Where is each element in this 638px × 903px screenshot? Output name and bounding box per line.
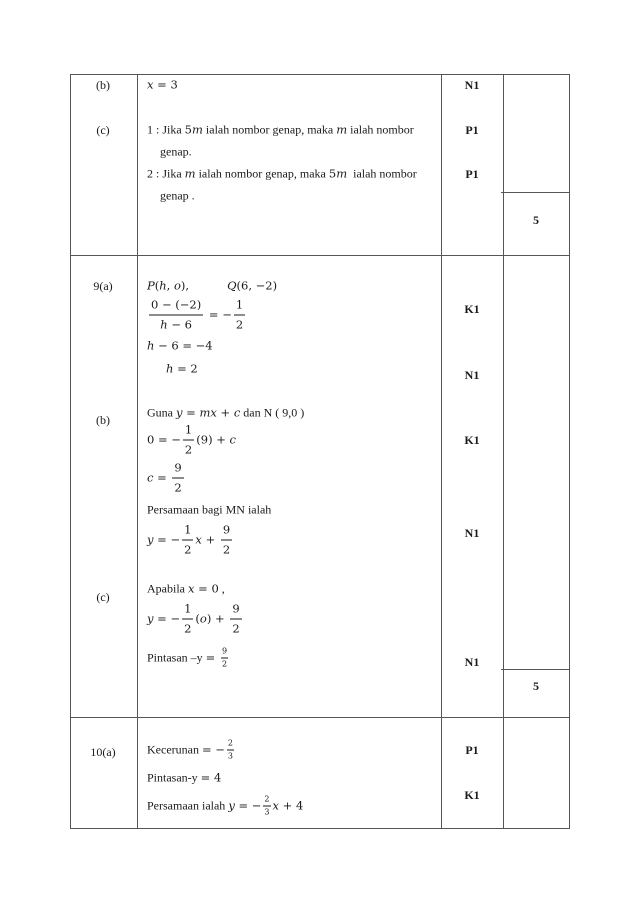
- working-line: [147, 167, 417, 182]
- fraction-denominator: h − 6: [160, 317, 192, 332]
- fraction-denominator: 3: [227, 751, 233, 761]
- math-variable: o: [173, 278, 181, 293]
- working-text: 1 : Jika: [147, 122, 185, 137]
- mark-code: P1: [465, 743, 479, 757]
- fraction: [227, 739, 234, 762]
- math-variable: m: [192, 122, 203, 137]
- working-line: [147, 406, 304, 421]
- math-variable: x: [210, 405, 217, 420]
- fraction-denominator: 2: [222, 542, 231, 557]
- working-line: [147, 123, 414, 138]
- math-expression: (9) + c: [196, 432, 236, 447]
- math-expression: x + 4: [272, 798, 304, 813]
- part-label-b: (b): [96, 78, 110, 92]
- math-variable: y: [147, 532, 154, 547]
- fraction-denominator: 2: [235, 317, 244, 332]
- fraction: [221, 523, 232, 558]
- working-text: 2 : Jika: [147, 166, 185, 181]
- fraction-denominator: 2: [184, 442, 193, 457]
- working-text: Pintasan –y: [147, 650, 206, 665]
- math-variable: m: [336, 122, 348, 137]
- fraction-numerator: 2: [263, 795, 270, 807]
- mark-code: K1: [464, 302, 480, 316]
- math-variable: m: [336, 166, 348, 181]
- fraction-numerator: 0 − (−2): [149, 298, 203, 316]
- math-variable: x: [147, 77, 154, 92]
- working-text: genap.: [160, 144, 192, 159]
- math-variable: P: [147, 278, 155, 293]
- math-expression: c =: [147, 470, 167, 485]
- math-expression: x = 0: [188, 581, 219, 596]
- mark-code: P1: [465, 167, 479, 181]
- working-line: [147, 423, 236, 458]
- math-variable: h: [147, 338, 155, 353]
- working-line: [147, 602, 244, 637]
- table-row-divider: [70, 717, 570, 718]
- math-variable: Q: [227, 278, 237, 293]
- math-expression: x = 3: [147, 77, 178, 92]
- part-label-b: (b): [96, 413, 110, 427]
- mark-code: K1: [464, 433, 480, 447]
- math-expression: h = 2: [166, 361, 198, 376]
- column-divider: [137, 74, 138, 829]
- part-label-c: (c): [96, 123, 110, 137]
- fraction: [221, 647, 228, 670]
- working-text: ialah nombor genap, maka: [202, 122, 337, 137]
- fraction-numerator: 1: [182, 602, 193, 620]
- math-expression: = −: [201, 742, 225, 757]
- mark-code: P1: [465, 123, 479, 137]
- math-expression: x +: [195, 532, 216, 547]
- working-line: [147, 582, 225, 597]
- math-expression: = −: [208, 307, 232, 322]
- math-expression: [336, 123, 347, 138]
- subtotal-rule: [501, 669, 570, 670]
- working-line: [147, 279, 277, 294]
- fraction-denominator: 2: [174, 480, 182, 495]
- subtotal-rule: [501, 192, 570, 193]
- working-text: ialah nombor: [347, 122, 414, 137]
- working-line: [160, 145, 192, 160]
- math-variable: m: [184, 166, 196, 181]
- fraction: [182, 523, 193, 558]
- mark-code: N1: [464, 526, 480, 540]
- part-label-10a: 10(a): [90, 745, 116, 759]
- math-variable: o: [199, 611, 207, 626]
- total-marks: 5: [533, 213, 539, 227]
- fraction-numerator: 1: [234, 298, 245, 316]
- math-variable: x: [272, 798, 279, 813]
- math-expression: h − 6 = −4: [147, 338, 213, 353]
- fraction-numerator: 9: [221, 647, 228, 659]
- math-expression: 5m: [328, 166, 348, 181]
- working-line: [147, 647, 230, 670]
- fraction-numerator: 9: [172, 461, 183, 479]
- working-line: [147, 795, 303, 818]
- column-divider: [503, 74, 504, 829]
- math-variable: c: [147, 470, 154, 485]
- fraction-denominator: 2: [184, 621, 192, 636]
- fraction: [263, 795, 270, 818]
- working-line: [147, 523, 234, 558]
- working-text: Pintasan-y: [147, 770, 201, 785]
- fraction-denominator: 2: [221, 659, 228, 669]
- math-variable: x: [195, 532, 202, 547]
- working-line: [160, 189, 195, 204]
- math-expression: y = −: [147, 532, 181, 547]
- math-expression: =: [205, 650, 216, 665]
- math-expression: y = mx + c: [176, 405, 241, 420]
- fraction: [182, 602, 193, 637]
- table-border-left: [70, 74, 71, 829]
- math-variable: y: [228, 798, 235, 813]
- fraction-numerator: 9: [230, 602, 241, 620]
- working-text: genap .: [160, 188, 195, 203]
- table-border-bottom: [70, 828, 570, 829]
- fraction: [234, 298, 245, 333]
- total-marks: 5: [533, 679, 539, 693]
- working-line: [147, 771, 221, 786]
- math-variable: h: [160, 317, 168, 332]
- table-border-top: [70, 74, 570, 75]
- fraction: [149, 298, 203, 333]
- fraction-denominator: 2: [184, 542, 192, 557]
- math-variable: h: [166, 361, 174, 376]
- point-q: Q(6, −2): [227, 278, 278, 293]
- math-expression: y = −: [228, 798, 262, 813]
- working-text: dan N ( 9,0 ): [240, 405, 305, 420]
- math-expression: 0 = −: [147, 432, 181, 447]
- math-variable: m: [199, 405, 211, 420]
- fraction-numerator: 9: [221, 523, 232, 541]
- math-expression: (o) +: [195, 611, 225, 626]
- working-text: Guna: [147, 405, 176, 420]
- part-label-9a: 9(a): [93, 279, 113, 293]
- working-line: [147, 461, 186, 496]
- table-row-divider: [70, 255, 570, 256]
- math-variable: c: [229, 432, 236, 447]
- point-p: P(h, o),: [147, 278, 190, 293]
- math-variable: y: [176, 405, 183, 420]
- working-text: ,: [218, 581, 225, 596]
- fraction: [183, 423, 194, 458]
- working-line: [147, 298, 247, 333]
- fraction: [172, 461, 183, 496]
- working-text: Apabila: [147, 581, 188, 596]
- working-text: Kecerunan: [147, 742, 202, 757]
- working-text: Persamaan bagi MN ialah: [147, 502, 272, 517]
- fraction-denominator: 2: [232, 621, 240, 636]
- working-line: [147, 739, 236, 762]
- working-line: [147, 78, 178, 93]
- working-line: [147, 503, 271, 518]
- part-label-c: (c): [96, 590, 110, 604]
- math-variable: h: [159, 278, 167, 293]
- fraction: [230, 602, 241, 637]
- column-divider: [441, 74, 442, 829]
- math-expression: [185, 167, 196, 182]
- working-text: ialah nombor genap, maka: [195, 166, 329, 181]
- table-border-right: [569, 74, 570, 829]
- math-expression: 5m: [184, 122, 203, 137]
- fraction-numerator: 2: [227, 739, 234, 751]
- mark-code: K1: [464, 788, 480, 802]
- working-line: [166, 362, 198, 377]
- working-line: [147, 339, 213, 354]
- mark-code: N1: [464, 655, 480, 669]
- fraction-denominator: 3: [264, 807, 270, 817]
- math-expression: y = −: [147, 611, 181, 626]
- working-text: ialah nombor: [347, 166, 417, 181]
- math-variable: x: [188, 581, 195, 596]
- math-variable: y: [147, 611, 154, 626]
- fraction-numerator: 1: [183, 423, 194, 441]
- working-text: Persamaan ialah: [147, 798, 229, 813]
- mark-code: N1: [464, 368, 480, 382]
- math-expression: = 4: [200, 770, 222, 785]
- mark-code: N1: [464, 78, 480, 92]
- fraction-numerator: 1: [182, 523, 193, 541]
- math-variable: c: [233, 405, 241, 420]
